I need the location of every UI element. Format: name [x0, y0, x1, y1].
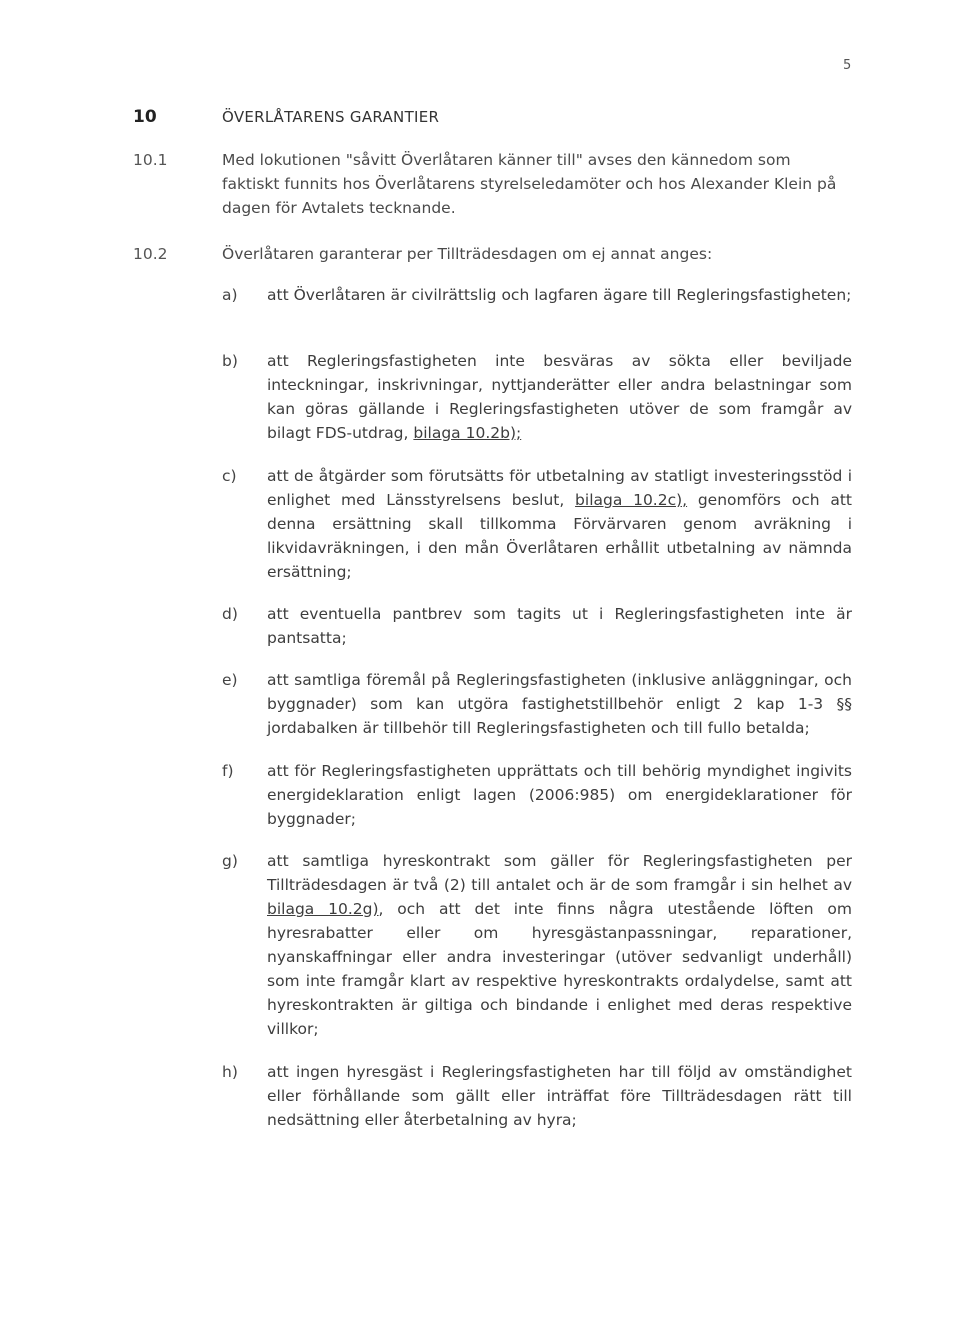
list-item-text: att för Regleringsfastigheten upprättats och till behörig myndighet ingivits energideklaration enligt lagen (2006:985) om energideklarationer för byggnader; — [267, 762, 852, 828]
list-item-label: e) — [222, 671, 238, 689]
list-item-text — [267, 349, 852, 445]
section-number: 10 — [133, 107, 157, 127]
list-item-label: g) — [222, 852, 238, 870]
list-item-label: d) — [222, 605, 238, 623]
clause-text: Överlåtaren garanterar per Tillträdesdagen om ej annat anges: — [222, 245, 713, 263]
list-item-text — [267, 849, 852, 1041]
list-item-text-part: att Regleringsfastigheten inte besväras av sökta eller beviljade inteckningar, inskrivningar, nyttjanderätter eller andra belastningar som kan göras gällande i Regleringsfastigheten utöver de som framgår av bilagt FDS-utdrag, — [267, 352, 852, 442]
attachment-reference: bilaga 10.2c), — [575, 491, 688, 509]
attachment-reference: bilaga 10.2b); — [413, 424, 522, 442]
list-item-text-part: att samtliga hyreskontrakt som gäller för Regleringsfastigheten per Tillträdesdagen är två (2) till antalet och är de som framgår i sin helhet av — [267, 852, 852, 894]
list-item-label: h) — [222, 1063, 238, 1081]
list-item-text: att ingen hyresgäst i Regleringsfastigheten har till följd av omständighet eller förhållande som gällt eller inträffat före Tillträdesdagen rätt till nedsättning eller återbetalning av hyra; — [267, 1063, 852, 1129]
list-item-text-part: , och att det inte finns några utestående löften om hyresrabatter eller om hyresgästanpassningar, reparationer, nyanskaffningar eller andra investeringar (utöver sedvanligt underhåll) som inte framgår klart av respektive hyreskontrakts ordalydelse, samt att hyreskontrakten är giltiga och bindande i enlighet med deras respektive villkor; — [267, 900, 852, 1038]
list-item-text-part: genomförs och att denna ersättning skall tillkomma Förvärvaren genom avräkning i likvidavräkningen, i den mån Överlåtaren erhållit utbetalning av nämnda ersättning; — [267, 491, 852, 581]
section-title: ÖVERLÅTARENS GARANTIER — [222, 108, 440, 126]
page-number: 5 — [843, 58, 852, 73]
clause-number: 10.2 — [133, 245, 168, 263]
list-item-text: att samtliga föremål på Regleringsfastigheten (inklusive anläggningar, och byggnader) som kan utgöra fastighetstillbehör enligt 2 kap 1-3 §§ jordabalken är tillbehör till Regleringsfastigheten och till fullo betalda; — [267, 671, 852, 737]
list-item-text — [267, 464, 852, 584]
clause-number: 10.1 — [133, 151, 168, 169]
attachment-reference: bilaga 10.2g) — [267, 900, 379, 918]
list-item-text: att Överlåtaren är civilrättslig och lagfaren ägare till Regleringsfastigheten; — [267, 286, 852, 304]
list-item-text: att eventuella pantbrev som tagits ut i Regleringsfastigheten inte är pantsatta; — [267, 605, 852, 647]
list-item-label: f) — [222, 762, 234, 780]
clause-text: Med lokutionen "såvitt Överlåtaren känner till" avses den kännedom som faktiskt funnits hos Överlåtarens styrelseledamöter och hos Alexander Klein på dagen för Avtalets tecknande. — [222, 151, 837, 217]
list-item-label: a) — [222, 286, 238, 304]
list-item-label: c) — [222, 467, 237, 485]
list-item-label: b) — [222, 352, 238, 370]
list-item-text-part: att de åtgärder som förutsätts för utbetalning av statligt investeringsstöd i enlighet med Länsstyrelsens beslut, — [267, 467, 852, 509]
